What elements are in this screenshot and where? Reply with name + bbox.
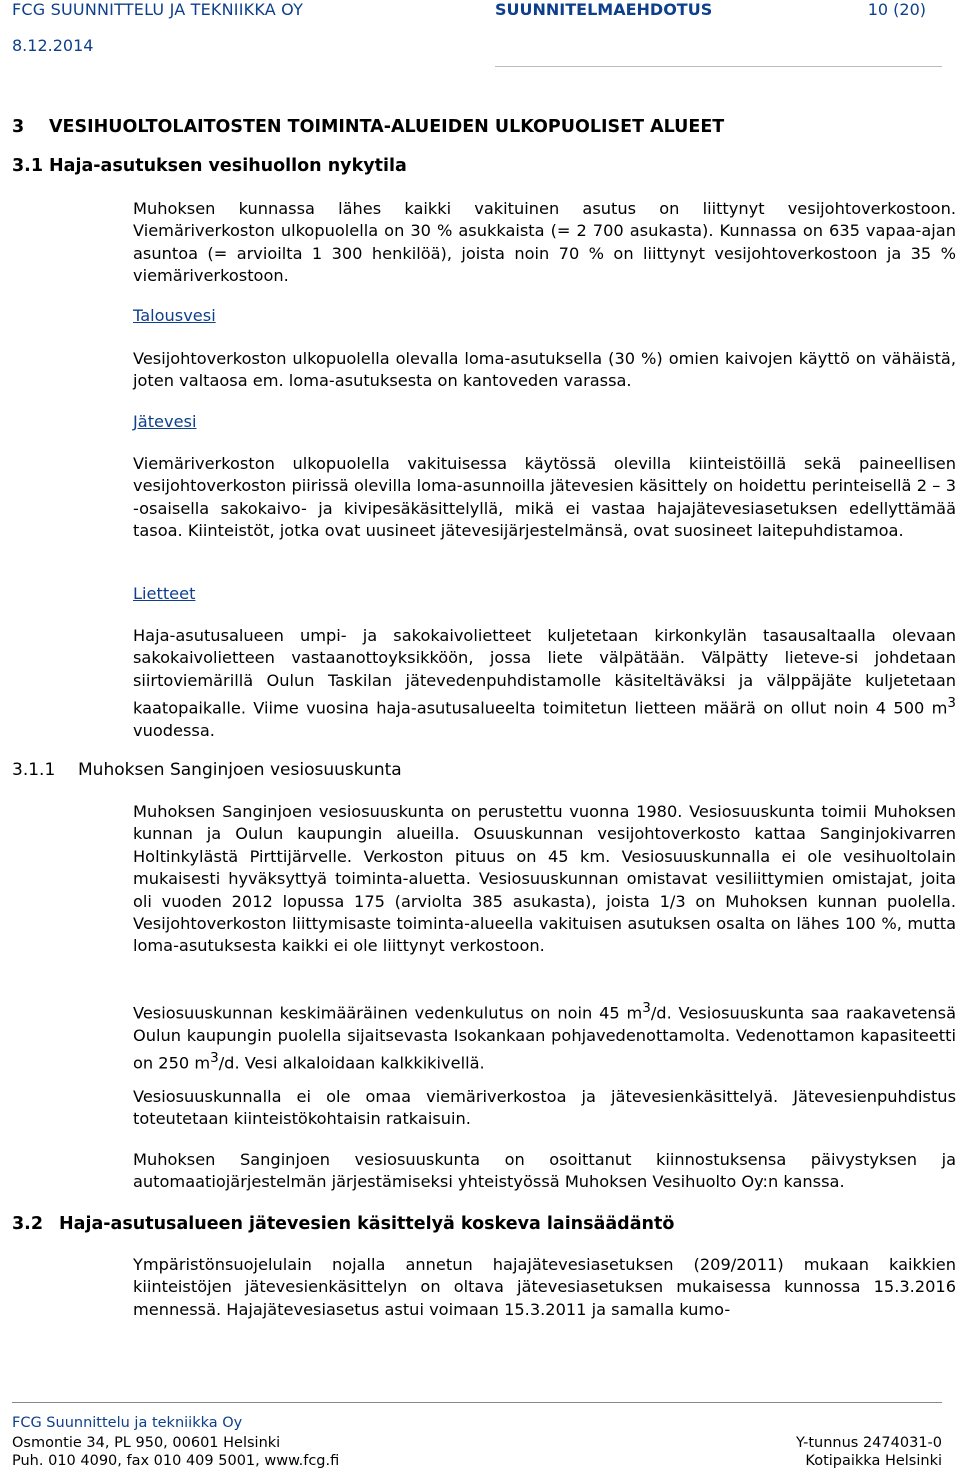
paragraph-lainsaadanto [133,1254,956,1321]
paragraph-intro [133,198,956,288]
paragraph-text: Muhoksen Sanginjoen vesiosuuskunta on osoittanut kiinnostuksensa päivystyksen ja automaatiojärjestelmän järjestämiseksi yhteistyössä Muhoksen Vesihuolto Oy:n kanssa. [133,1150,956,1192]
heading-section-3-2 [12,1213,674,1235]
heading-number: 3.2 [12,1214,44,1234]
subheading-talousvesi: Talousvesi [133,306,216,325]
footer-company: FCG Suunnittelu ja tekniikka Oy [12,1415,243,1431]
text-run: Haja-asutusalueen umpi- ja sakokaivolietteet kuljetetaan kirkonkylän tasausaltaalla olevaan sakokaivolietteen vastaanottoyksikköön, jossa liete välpätään. Välpätty lieteve-si johdetaan siirtoviemärillä Oulun Taskilan jätevedenpuhdistamolle käsiteltäväksi ja välppäjäte kuljetetaan kaatopaikalle. Viime vuosina haja-asutusalueelta toimitetun lietteen määrä on ollut noin 4 500 m [133,626,956,718]
paragraph-text: Vesijohtoverkoston ulkopuolella olevalla loma-asutuksella (30 %) omien kaivojen käyttö on vähäistä, joten valtaosa em. loma-asutuksesta on kantoveden varassa. [133,349,956,391]
superscript: 3 [642,1000,651,1016]
text-run: /d. Vesiosuuskunta saa raakavetensä Oulun kaupungin puolella sijaitsevasta Isokankaan pohjavedenottamolta. Vedenottamon kapasiteetti on 250 m [133,1003,956,1073]
header-page-number: 10 (20) [867,0,926,19]
heading-title: Muhoksen Sanginjoen vesiosuuskunta [78,760,402,780]
heading-section-3 [12,116,724,138]
text-run: vuodessa. [133,721,215,741]
header-org: FCG SUUNNITTELU JA TEKNIIKKA OY [12,0,304,19]
paragraph-osuuskunta-4 [133,1149,956,1194]
heading-title: Haja-asutusalueen jätevesien käsittelyä koskeva lainsäädäntö [59,1214,675,1234]
paragraph-osuuskunta-1 [133,801,956,958]
paragraph-text [133,625,956,742]
paragraph-text: Viemäriverkoston ulkopuolella vakituisessa käytössä olevilla kiinteistöillä sekä paineellisen vesijohtoverkoston piirissä olevilla loma-asunnoilla jätevesien käsittely on hoidettu perinteisellä 2 – 3 -osaisella sakokaivo- ja kivipesäkäsittelyllä, mikä ei vastaa hajajätevesiasetuksen edellyttämää tasoa. Kiinteistöt, jotka ovat uusineet jätevesijärjestelmänsä, ovat suosineet laitepuhdistamoa. [133,454,956,541]
superscript: 3 [210,1050,219,1067]
text-run: Vesiosuuskunnan keskimääräinen vedenkulutus on noin 45 m [133,1003,643,1023]
heading-number: 3.1 [12,156,44,176]
subheading-jatevesi: Jätevesi [133,412,197,431]
paragraph-talousvesi [133,348,956,393]
superscript: 3 [947,695,956,712]
heading-section-3-1-1 [12,759,402,781]
paragraph-jatevesi [133,453,956,543]
paragraph-osuuskunta-3 [133,1086,956,1131]
paragraph-text: Muhoksen kunnassa lähes kaikki vakituinen asutus on liittynyt vesijohtoverkostoon. Viemäriverkoston ulkopuolella on 30 % asukkaista (= 2 700 asukasta). Kunnassa on 635 vapaa-ajan asuntoa (= arvioilta 1 300 henkilöä), joista noin 70 % on liittynyt vesijohtoverkostoon ja 35 % viemäriverkostoon. [133,199,956,286]
paragraph-osuuskunta-2 [133,997,956,1075]
footer-rule [12,1402,942,1403]
footer-address: Osmontie 34, PL 950, 00601 Helsinki [12,1435,281,1451]
heading-number: 3.1.1 [12,760,56,780]
header-doc-type: SUUNNITELMAEHDOTUS [495,0,713,19]
footer-business-id: Y-tunnus 2474031-0 [795,1435,942,1451]
paragraph-text: Ympäristönsuojelulain nojalla annetun hajajätevesiasetuksen (209/2011) mukaan kaikkien kiinteistöjen jätevesienkäsittelyn on oltava jätevesiasetuksen mukaisessa kunnossa 15.3.2016 mennessä. Hajajätevesiasetus astui voimaan 15.3.2011 ja samalla kumo- [133,1255,956,1319]
footer-domicile: Kotipaikka Helsinki [805,1453,942,1469]
paragraph-lietteet [133,625,956,742]
footer-contact: Puh. 010 4090, fax 010 409 5001, www.fcg.fi [12,1453,340,1469]
page-footer [12,1402,942,1468]
page-header [12,0,942,66]
heading-number: 3 [12,117,25,137]
header-rule [495,66,942,67]
header-date: 8.12.2014 [12,36,94,55]
heading-title: Haja-asutuksen vesihuollon nykytila [49,156,407,176]
subheading-lietteet: Lietteet [133,584,196,603]
heading-title: VESIHUOLTOLAITOSTEN TOIMINTA-ALUEIDEN ULKOPUOLISET ALUEET [49,117,725,137]
paragraph-text: Muhoksen Sanginjoen vesiosuuskunta on perustettu vuonna 1980. Vesiosuuskunta toimii Muhoksen kunnan ja Oulun kaupungin alueilla. Osuuskunnan vesijohtoverkosto kattaa Sanginjokivarren Holtinkylästä Pirttijärvelle. Verkoston pituus on 45 km. Vesiosuuskunnalla ei ole vesihuoltolain mukaisesti hyväksyttyä toiminta-aluetta. Vesiosuuskunnan omistavat vesiliittymien omistajat, joita oli vuoden 2012 lopussa 175 (arviolta 385 asukasta), joista 1/3 on Muhoksen kunnan puolella. Vesijohtoverkoston liittymisaste toiminta-alueella vakituisen asutuksen osalta on lähes 100 %, mutta loma-asutuksesta kaikki ei ole liittynyt verkostoon. [133,802,956,956]
paragraph-text: Vesiosuuskunnalla ei ole omaa viemäriverkostoa ja jätevesienkäsittelyä. Jätevesienpuhdistus toteutetaan kiinteistökohtaisin ratkaisuin. [133,1087,956,1129]
heading-section-3-1 [12,155,407,177]
paragraph-text [133,997,956,1075]
text-run: /d. Vesi alkaloidaan kalkkikivellä. [218,1053,485,1073]
